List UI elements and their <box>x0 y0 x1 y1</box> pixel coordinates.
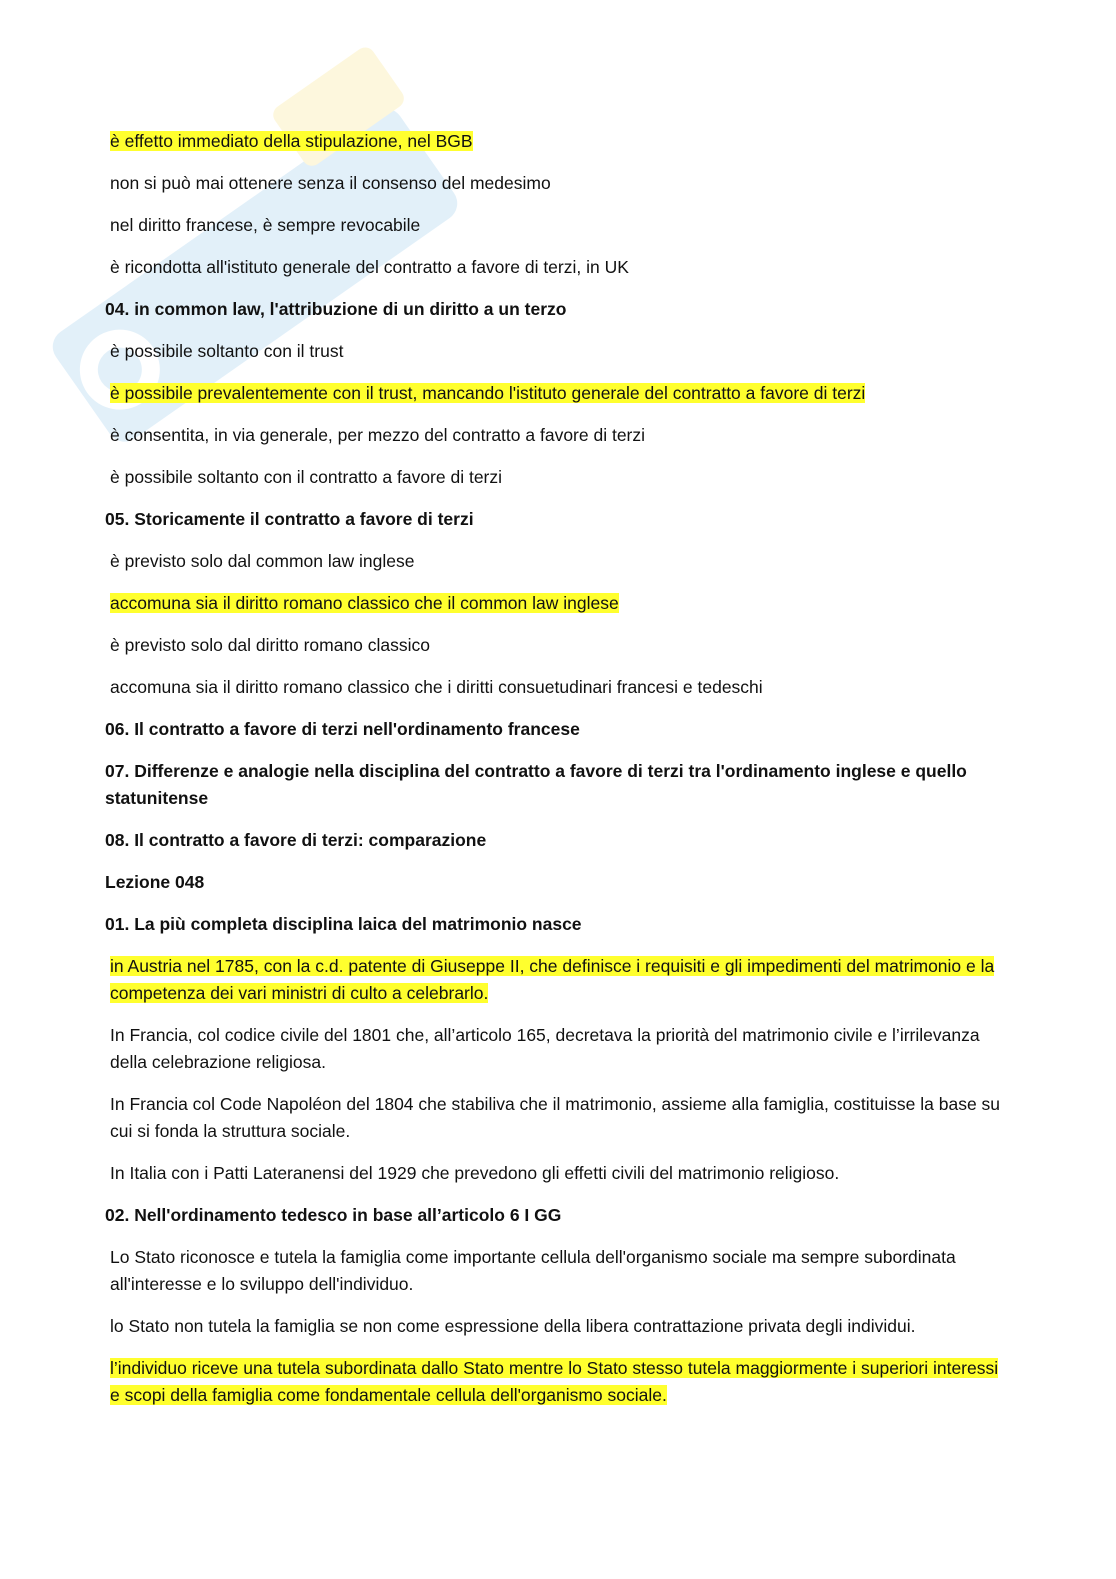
answer-option <box>105 464 1010 491</box>
question-heading <box>105 296 1010 323</box>
line-text: è consentita, in via generale, per mezzo del contratto a favore di terzi <box>110 425 646 445</box>
line-text: è previsto solo dal diritto romano classico <box>110 635 431 655</box>
question-heading <box>105 758 1010 812</box>
line-text: In Francia, col codice civile del 1801 che, all’articolo 165, decretava la priorità del matrimonio civile e l’irrilevanza della celebrazione religiosa. <box>110 1025 980 1072</box>
line-text: nel diritto francese, è sempre revocabile <box>110 215 421 235</box>
answer-option <box>105 590 1010 617</box>
answer-option <box>105 1022 1010 1076</box>
line-text: è possibile soltanto con il trust <box>110 341 344 361</box>
question-heading <box>105 716 1010 743</box>
document-body <box>105 128 1010 1424</box>
line-text: 02. Nell'ordinamento tedesco in base all’articolo 6 I GG <box>105 1205 562 1225</box>
question-heading <box>105 869 1010 896</box>
question-heading <box>105 911 1010 938</box>
line-text: 06. Il contratto a favore di terzi nell'ordinamento francese <box>105 719 580 739</box>
answer-option <box>105 1091 1010 1145</box>
highlighted-text: è possibile prevalentemente con il trust, mancando l'istituto generale del contratto a favore di terzi <box>110 383 866 403</box>
line-text: 08. Il contratto a favore di terzi: comparazione <box>105 830 487 850</box>
question-heading <box>105 827 1010 854</box>
highlighted-text: accomuna sia il diritto romano classico che il common law inglese <box>110 593 619 613</box>
answer-option <box>105 254 1010 281</box>
answer-option <box>105 1313 1010 1340</box>
highlighted-text: in Austria nel 1785, con la c.d. patente di Giuseppe II, che definisce i requisiti e gli impedimenti del matrimonio e la competenza dei vari ministri di culto a celebrarlo. <box>110 956 995 1003</box>
line-text: è possibile soltanto con il contratto a favore di terzi <box>110 467 503 487</box>
answer-option <box>105 1244 1010 1298</box>
line-text: lo Stato non tutela la famiglia se non come espressione della libera contrattazione privata degli individui. <box>110 1316 916 1336</box>
line-text: è ricondotta all'istituto generale del contratto a favore di terzi, in UK <box>110 257 629 277</box>
line-text: 01. La più completa disciplina laica del matrimonio nasce <box>105 914 582 934</box>
highlighted-text: l’individuo riceve una tutela subordinata dallo Stato mentre lo Stato stesso tutela maggiormente i superiori interessi e scopi della famiglia come fondamentale cellula dell'organismo sociale. <box>110 1358 999 1405</box>
answer-option <box>105 170 1010 197</box>
line-text: 05. Storicamente il contratto a favore di terzi <box>105 509 474 529</box>
line-text: 07. Differenze e analogie nella disciplina del contratto a favore di terzi tra l'ordinamento inglese e quello statunitense <box>105 761 967 808</box>
line-text: Lezione 048 <box>105 872 205 892</box>
highlighted-text: è effetto immediato della stipulazione, nel BGB <box>110 131 473 151</box>
answer-option <box>105 338 1010 365</box>
line-text: non si può mai ottenere senza il consenso del medesimo <box>110 173 551 193</box>
question-heading <box>105 1202 1010 1229</box>
question-heading <box>105 506 1010 533</box>
line-text: è previsto solo dal common law inglese <box>110 551 415 571</box>
line-text: 04. in common law, l'attribuzione di un diritto a un terzo <box>105 299 567 319</box>
answer-option <box>105 674 1010 701</box>
answer-option <box>105 1355 1010 1409</box>
line-text: In Italia con i Patti Lateranensi del 1929 che prevedono gli effetti civili del matrimonio religioso. <box>110 1163 840 1183</box>
answer-option <box>105 380 1010 407</box>
answer-option <box>105 128 1010 155</box>
line-text: Lo Stato riconosce e tutela la famiglia come importante cellula dell'organismo sociale ma sempre subordinata all'interesse e lo sviluppo dell'individuo. <box>110 1247 956 1294</box>
answer-option <box>105 953 1010 1007</box>
answer-option <box>105 548 1010 575</box>
answer-option <box>105 1160 1010 1187</box>
answer-option <box>105 422 1010 449</box>
answer-option <box>105 632 1010 659</box>
answer-option <box>105 212 1010 239</box>
line-text: accomuna sia il diritto romano classico che i diritti consuetudinari francesi e tedeschi <box>110 677 763 697</box>
line-text: In Francia col Code Napoléon del 1804 che stabiliva che il matrimonio, assieme alla famiglia, costituisse la base su cui si fonda la struttura sociale. <box>110 1094 1001 1141</box>
